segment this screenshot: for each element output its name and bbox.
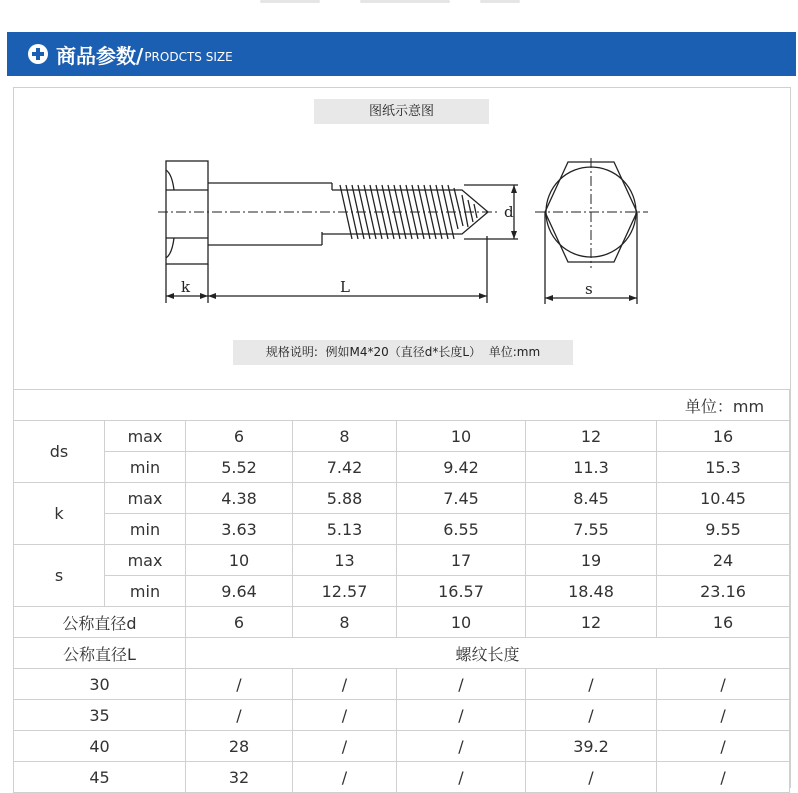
- table-cell: 6: [186, 421, 293, 452]
- nominal-d-label: 公称直径d: [14, 607, 186, 638]
- table-cell: /: [397, 731, 526, 762]
- spec-table: [13, 389, 790, 793]
- table-cell: /: [293, 762, 397, 793]
- table-cell: 10.45: [657, 483, 790, 514]
- table-cell: 10: [186, 545, 293, 576]
- table-cell: /: [397, 669, 526, 700]
- spec-caption: 规格说明: 例如M4*20（直径d*长度L） 单位:mm: [233, 340, 573, 365]
- table-cell: 8: [293, 421, 397, 452]
- table-cell: 8: [293, 607, 397, 638]
- table-cell: /: [186, 669, 293, 700]
- section-subtitle: PRODCTS SIZE: [144, 50, 233, 64]
- table-row: [14, 421, 790, 452]
- table-cell: 10: [397, 421, 526, 452]
- table-cell: /: [657, 700, 790, 731]
- table-cell: 16.57: [397, 576, 526, 607]
- table-cell: 13: [293, 545, 397, 576]
- screw-drawing: [0, 0, 798, 340]
- table-cell: 7.42: [293, 452, 397, 483]
- table-cell: 7.45: [397, 483, 526, 514]
- nominal-L-row: [14, 638, 790, 669]
- label-d: d: [504, 203, 514, 221]
- table-cell: 39.2: [526, 731, 657, 762]
- table-cell: 24: [657, 545, 790, 576]
- table-cell: /: [293, 669, 397, 700]
- table-cell: /: [293, 731, 397, 762]
- table-cell: 7.55: [526, 514, 657, 545]
- thread-length-header: 螺纹长度: [186, 638, 790, 669]
- table-row: [14, 452, 790, 483]
- table-cell: 5.13: [293, 514, 397, 545]
- nominal-L-label: 公称直径L: [14, 638, 186, 669]
- label-s: s: [585, 280, 593, 298]
- table-cell: 17: [397, 545, 526, 576]
- table-row: [14, 762, 790, 793]
- table-cell: 12: [526, 607, 657, 638]
- table-row: [14, 669, 790, 700]
- table-cell: 16: [657, 421, 790, 452]
- table-cell: /: [657, 669, 790, 700]
- table-cell: 11.3: [526, 452, 657, 483]
- table-cell: 3.63: [186, 514, 293, 545]
- table-cell: /: [186, 700, 293, 731]
- dimension-name: k: [14, 483, 105, 545]
- table-cell: 28: [186, 731, 293, 762]
- section-title: 商品参数/: [56, 43, 144, 68]
- table-cell: 9.42: [397, 452, 526, 483]
- table-row: [14, 514, 790, 545]
- label-L: L: [340, 278, 350, 296]
- row-label: max: [105, 421, 186, 452]
- length-label: 35: [14, 700, 186, 731]
- table-cell: 12: [526, 421, 657, 452]
- table-cell: 19: [526, 545, 657, 576]
- length-label: 45: [14, 762, 186, 793]
- table-cell: 6: [186, 607, 293, 638]
- table-row: [14, 731, 790, 762]
- drawing-title: 图纸示意图: [314, 99, 489, 124]
- table-cell: 15.3: [657, 452, 790, 483]
- row-label: min: [105, 576, 186, 607]
- table-cell: 12.57: [293, 576, 397, 607]
- table-cell: 32: [186, 762, 293, 793]
- table-cell: /: [526, 762, 657, 793]
- table-cell: 18.48: [526, 576, 657, 607]
- table-row: [14, 483, 790, 514]
- table-cell: /: [526, 700, 657, 731]
- row-label: max: [105, 483, 186, 514]
- dimension-name: s: [14, 545, 105, 607]
- length-label: 40: [14, 731, 186, 762]
- table-cell: 9.55: [657, 514, 790, 545]
- dimension-name: ds: [14, 421, 105, 483]
- table-row: [14, 576, 790, 607]
- label-k: k: [181, 278, 191, 296]
- table-cell: /: [657, 762, 790, 793]
- table-cell: 4.38: [186, 483, 293, 514]
- table-row: [14, 545, 790, 576]
- table-cell: 10: [397, 607, 526, 638]
- table-cell: /: [657, 731, 790, 762]
- row-label: max: [105, 545, 186, 576]
- nominal-d-row: [14, 607, 790, 638]
- unit-row: [14, 390, 790, 421]
- table-cell: /: [397, 762, 526, 793]
- table-cell: 5.52: [186, 452, 293, 483]
- row-label: min: [105, 514, 186, 545]
- table-row: [14, 700, 790, 731]
- table-cell: 9.64: [186, 576, 293, 607]
- table-cell: 6.55: [397, 514, 526, 545]
- table-cell: 8.45: [526, 483, 657, 514]
- table-cell: 5.88: [293, 483, 397, 514]
- table-cell: /: [397, 700, 526, 731]
- table-cell: /: [526, 669, 657, 700]
- table-cell: /: [293, 700, 397, 731]
- row-label: min: [105, 452, 186, 483]
- table-cell: 16: [657, 607, 790, 638]
- length-label: 30: [14, 669, 186, 700]
- table-cell: 23.16: [657, 576, 790, 607]
- unit-label: 单位：mm: [14, 390, 790, 421]
